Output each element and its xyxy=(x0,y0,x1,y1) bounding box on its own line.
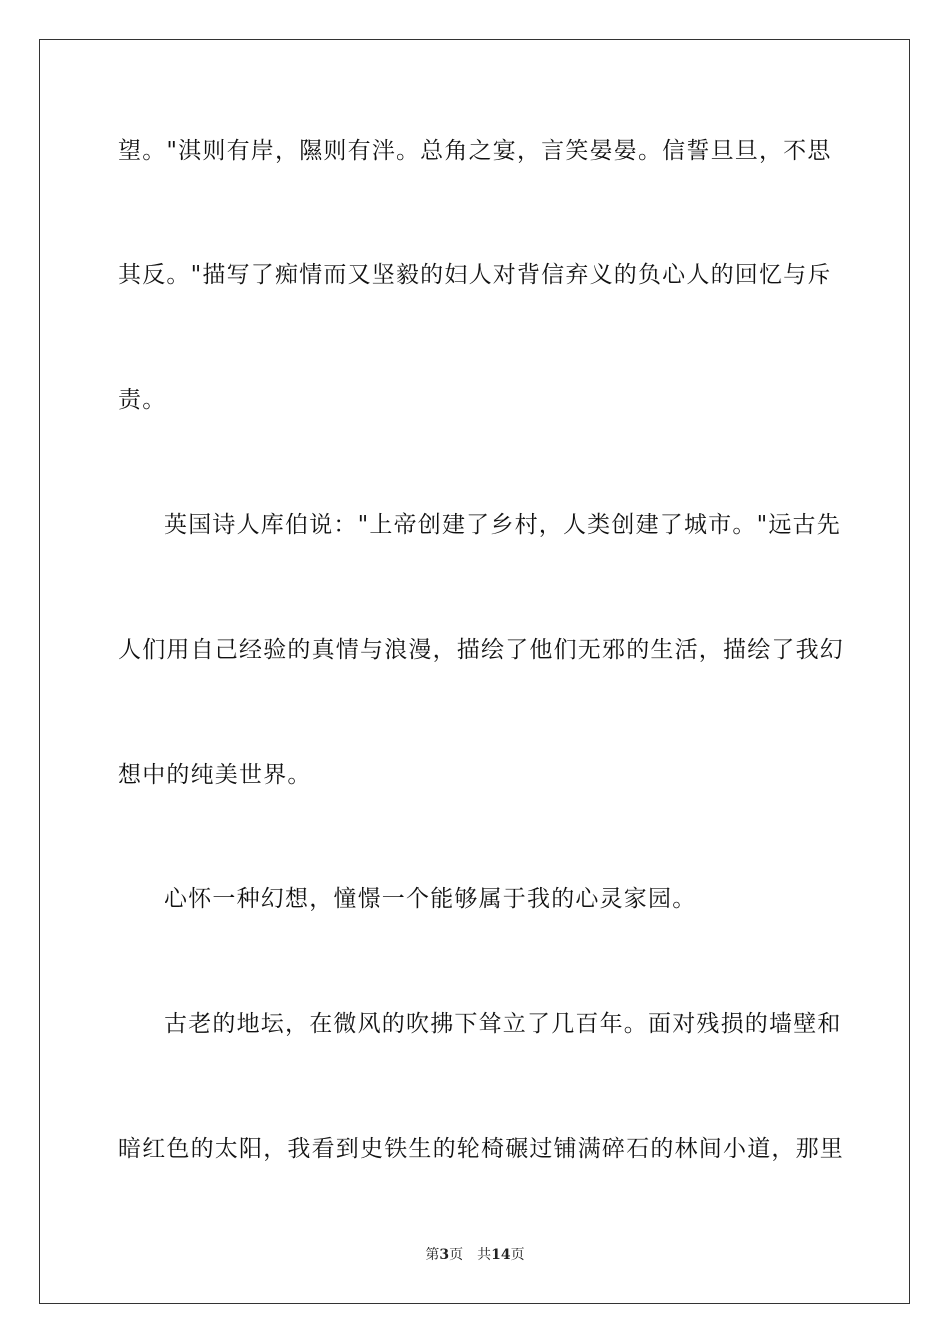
text-line: 想中的纯美世界。 xyxy=(118,762,312,788)
paragraph-start-line: 古老的地坛，在微风的吹拂下耸立了几百年。面对残损的墙壁和 xyxy=(164,1011,842,1037)
page-border xyxy=(39,39,910,1304)
text-line: 暗红色的太阳，我看到史铁生的轮椅碾过铺满碎石的林间小道，那里 xyxy=(118,1136,844,1162)
total-page-number: 14 xyxy=(491,1247,511,1263)
page-footer xyxy=(0,1245,950,1265)
paragraph-start-line: 英国诗人库伯说："上帝创建了乡村，人类创建了城市。"远古先 xyxy=(164,512,841,538)
footer-middle: 页 共 xyxy=(449,1247,492,1263)
footer-suffix: 页 xyxy=(510,1247,525,1263)
footer-prefix: 第 xyxy=(425,1247,440,1263)
current-page-number: 3 xyxy=(439,1247,450,1263)
text-line: 人们用自己经验的真情与浪漫，描绘了他们无邪的生活，描绘了我幻 xyxy=(118,637,844,663)
paragraph-start-line: 心怀一种幻想，憧憬一个能够属于我的心灵家园。 xyxy=(164,886,697,912)
text-line: 责。 xyxy=(118,387,167,413)
text-line: 望。"淇则有岸，隰则有泮。总角之宴，言笑晏晏。信誓旦旦，不思 xyxy=(118,138,832,164)
text-line: 其反。"描写了痴情而又坚毅的妇人对背信弃义的负心人的回忆与斥 xyxy=(118,262,832,288)
